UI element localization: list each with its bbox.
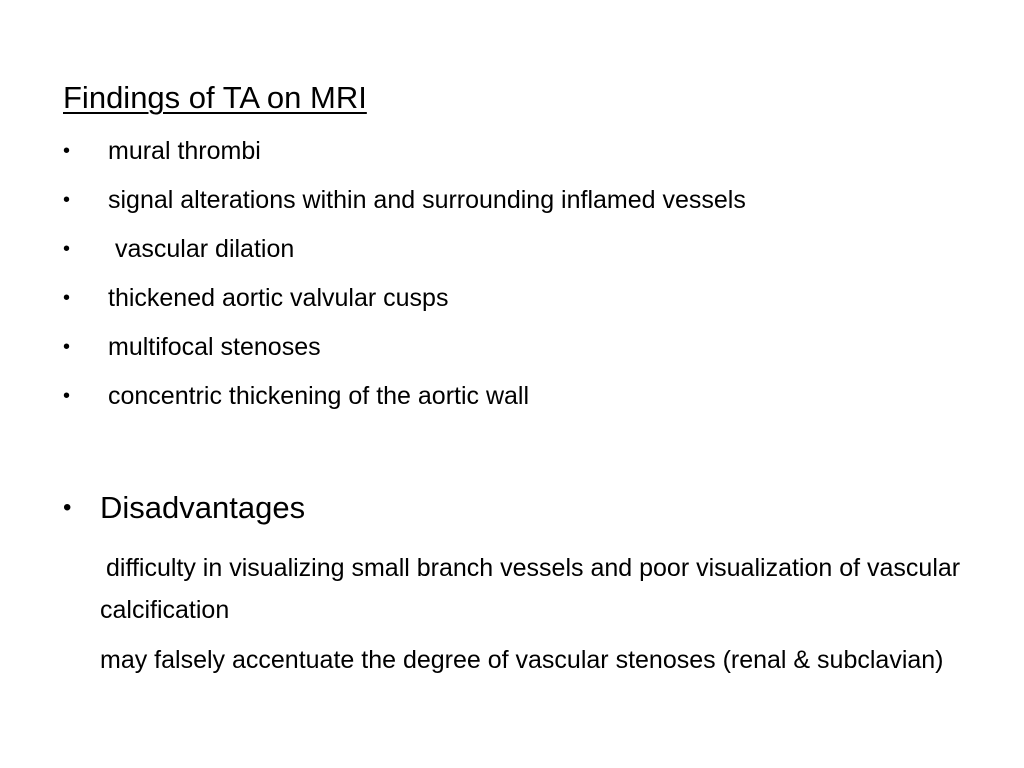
bullet-icon: •: [63, 189, 71, 211]
finding-text: mural thrombi: [108, 137, 261, 165]
bullet-icon: •: [63, 287, 71, 309]
bullet-icon: •: [63, 238, 71, 260]
finding-text: thickened aortic valvular cusps: [108, 284, 449, 312]
bullet-icon: •: [63, 494, 72, 521]
finding-text: multifocal stenoses: [108, 333, 321, 361]
slide-heading: Findings of TA on MRI: [63, 80, 367, 115]
finding-text: signal alterations within and surrounding inflamed vessels: [108, 186, 746, 214]
bullet-icon: •: [63, 140, 71, 162]
disadvantage-paragraph: difficulty in visualizing small branch vessels and poor visualization of vascular calcification: [100, 554, 961, 624]
bullet-icon: •: [63, 385, 71, 407]
finding-text: concentric thickening of the aortic wall: [108, 382, 530, 410]
finding-text: vascular dilation: [115, 235, 295, 263]
disadvantages-title: Disadvantages: [100, 490, 306, 525]
bullet-icon: •: [63, 336, 71, 358]
disadvantage-paragraph: may falsely accentuate the degree of vascular stenoses (renal & subclavian): [100, 646, 944, 674]
